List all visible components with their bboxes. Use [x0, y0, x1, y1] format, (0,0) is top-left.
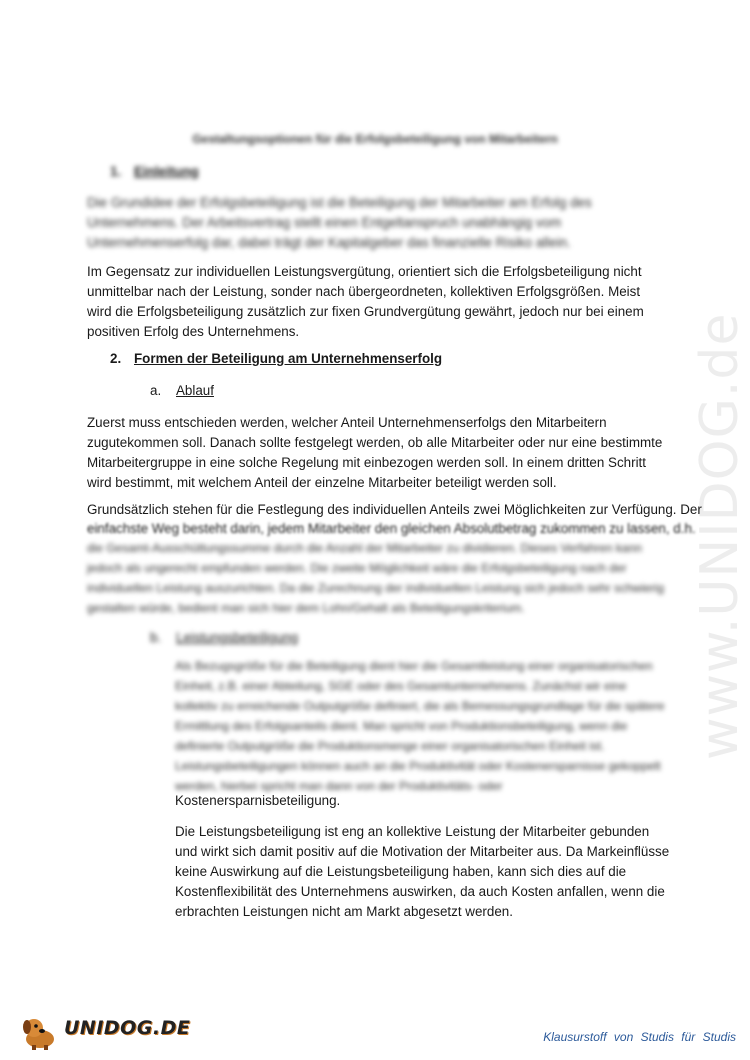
logo-text: UNIDOG.DE [64, 1017, 191, 1039]
paragraph-5: Die Leistungsbeteiligung ist eng an kollektive Leistung der Mitarbeiter gebunden und wirkt sich damit positiv auf die Motivation der Mitarbeiter aus. Da Markeinflüsse keine Auswirkung auf die Leistungsbeteiligung haben, kann sich dies auf die Kostenflexibilität des Unternehmens auswirken, da auch Kosten anfallen, wenn die erbrachten Leistungen nicht am Markt abgesetzt werden. [175, 824, 670, 919]
subsection-a-heading [150, 381, 214, 401]
document-title: Gestaltungsoptionen für die Erfolgsbeteiligung von Mitarbeitern [192, 132, 558, 146]
paragraph-2: Zuerst muss entschieden werden, welcher Anteil Unternehmenserfolgs den Mitarbeitern zugutekommen soll. Danach sollte festgelegt werden, ob alle Mitarbeiter oder nur eine bestimmte Mitarbeitergruppe in eine solche Regelung mit einbezogen werden soll. In einem dritten Schritt wird bestimmt, mit welchem Anteil der einzelne Mitarbeiter beteiligt werden soll. [87, 415, 663, 490]
subsection-b-heading [150, 628, 298, 648]
paragraph-4-last-line: Kostenersparnisbeteiligung. [175, 793, 341, 808]
subsection-letter: b. [150, 630, 162, 645]
subsection-title: Ablauf [176, 383, 214, 398]
section-number: 2. [110, 351, 122, 366]
watermark: www.UNIDOG.de [690, 312, 750, 760]
dog-icon [20, 1015, 64, 1051]
paragraph-3-line-2: einfachste Weg besteht darin, jedem Mitarbeiter den gleichen Absolutbetrag zukommen zu lassen, d.h. [87, 521, 696, 536]
section-1-heading [110, 162, 199, 182]
section-2-heading [110, 349, 442, 369]
subsection-title: Leistungsbeteiligung [176, 630, 299, 645]
intro-paragraph: Die Grundidee der Erfolgsbeteiligung ist die Beteiligung der Mitarbeiter am Erfolg des Unternehmens. Der Arbeitsvertrag stellt einen Entgeltanspruch unabhängig vom Unternehmenserfolg dar, dabei trägt der Kapitalgeber das finanzielle Risiko allein. [87, 195, 592, 250]
subsection-letter: a. [150, 383, 162, 398]
paragraph-4-blurred: Als Bezugsgröße für die Beteiligung dient hier die Gesamtleistung einer organisatorischen Einheit, z.B. einer Abteilung, SGE oder des Gesamtunternehmens. Zunächst wir eine kollektiv zu erreichende Outputgröße definiert, die als Bemessungsgrundlage für die spätere Ermittlung des Erfolgsanteils dient. Man spricht von Produktionsbeteiligung, wenn die definierte Outputgröße die Produktionsmenge einer organisatorischen Einheit ist. Leistungsbeteiligungen können auch an die Produktivität oder Kostenersparnisse gekoppelt werden, hierbei spricht man dann von der Produktivitäts- oder [175, 659, 665, 793]
section-title: Einleitung [134, 164, 199, 179]
paragraph-1: Im Gegensatz zur individuellen Leistungsvergütung, orientiert sich die Erfolgsbeteiligung nicht unmittelbar nach der Leistung, sonder nach übergeordneten, kollektiven Erfolgsgrößen. Meist wird die Erfolgsbeteiligung zusätzlich zur fixen Grundvergütung gewährt, jedoch nur bei einem positiven Erfolg des Unternehmens. [87, 264, 644, 339]
paragraph-3-blurred: die Gesamt-Ausschüttungssumme durch die Anzahl der Mitarbeiter zu dividieren. Dieses Verfahren kann jedoch als ungerecht empfunden werden. Die zweite Möglichkeit wäre die Erfolgsbeteiligung nach der individuellen Leistung auszurichten. Da die Zurechnung der individuellen Leistung sich jedoch sehr schwierig gestalten würde, bedient man sich hier dem Lohn/Gehalt als Beteiligungskriterium. [87, 541, 665, 615]
section-number: 1. [110, 164, 122, 179]
unidog-logo [20, 1015, 191, 1051]
footer-tagline: Klausurstoff von Studis für Studis [543, 1030, 736, 1044]
section-title: Formen der Beteiligung am Unternehmenserfolg [134, 351, 443, 366]
paragraph-3-line-1: Grundsätzlich stehen für die Festlegung des individuellen Anteils zwei Möglichkeiten zur Verfügung. Der [87, 502, 702, 517]
